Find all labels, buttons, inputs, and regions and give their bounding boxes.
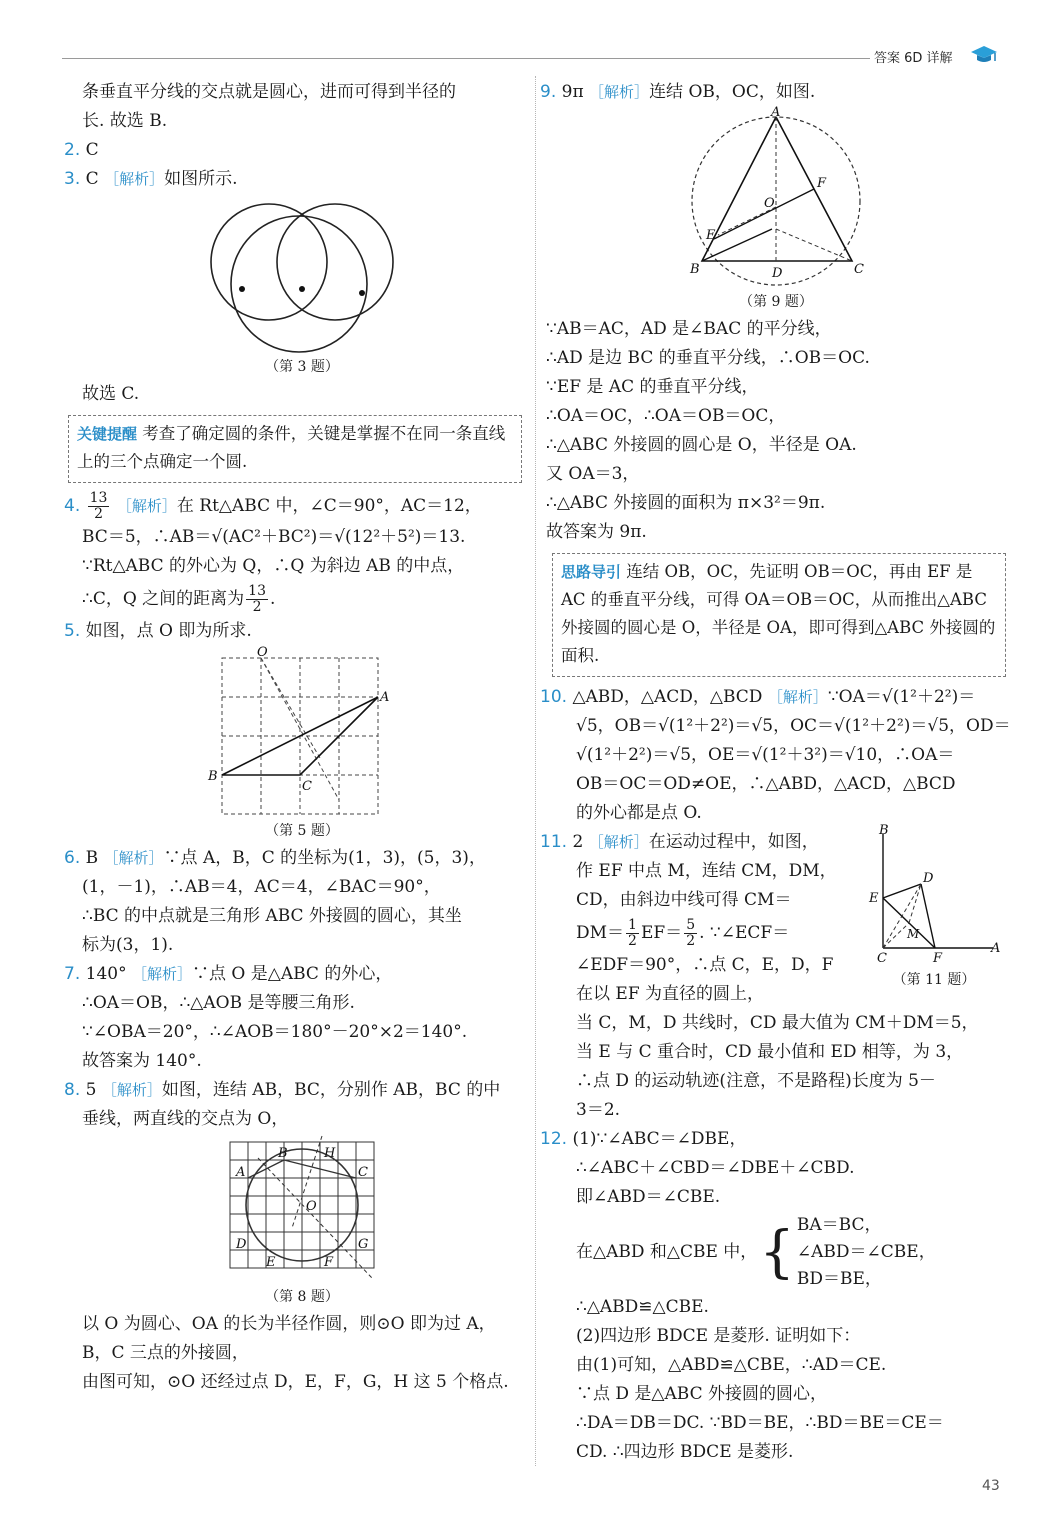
q5-number: 5. [64,621,81,641]
text-line: 条垂直平分线的交点就是圆心，进而可得到半径的 [82,82,456,102]
q2-number: 2. [64,140,81,160]
column-divider [535,76,536,1466]
text-line: 又 OA＝3， [546,464,640,484]
q10-number: 10. [540,687,568,707]
q3-answer [64,165,522,194]
text-line: 由(1)可知，△ABD≌△CBE，∴AD＝CE. [576,1355,887,1375]
svg-text:O: O [257,645,268,660]
text-line: 故答案为 140°. [82,1051,202,1071]
text-line: √5，OB＝√(1²＋2²)＝√5，OC＝√(1²＋2²)＝√5，OD＝ [576,716,1011,736]
text-line: (2)四边形 BDCE 是菱形. 证明如下： [576,1326,861,1346]
q9-figure [546,105,1006,311]
grid-diagram-q8 [222,1138,382,1286]
svg-text:A: A [991,941,1001,956]
q8-figure [82,1138,522,1306]
svg-text:D: D [923,871,934,886]
fraction: $\frac{5}{2}$ [686,917,696,949]
text-line: 标为(3，1). [82,935,174,955]
q7-line1: 7. 140° ［解析］∵点 O 是△ABC 的外心， [64,960,522,989]
q4-text: 在 Rt△ABC 中，∠C＝90°，AC＝12， [176,496,482,516]
analysis-tag: ［解析］ [103,849,164,867]
text-line: 垂线，两直线的交点为 O， [82,1109,289,1129]
text-line: 在△ABD 和△CBE 中， [576,1242,758,1262]
svg-text:D: D [772,266,783,281]
text-line: ∵点 D 是△ABC 外接圆的圆心， [576,1384,828,1404]
fraction: $\frac{13}{2}$ [248,583,266,615]
text-line: ∴OA＝OC，∴OA＝OB＝OC， [546,406,786,426]
svg-text:B: B [879,823,889,838]
text-line: 长. 故选 B. [82,111,168,131]
q7-number: 7. [64,964,81,984]
svg-text:C: C [854,262,864,277]
svg-text:F: F [817,176,827,191]
q11-figure [864,823,1004,989]
three-circles-diagram [207,198,397,356]
q5-line [64,617,522,646]
figure-caption: （第 3 题） [265,359,339,375]
tip-title: 关键提醒 [77,425,138,443]
svg-text:C: C [358,1165,368,1180]
svg-text:G: G [358,1237,369,1252]
analysis-tag: ［解析］ [767,688,828,706]
text-line: (1，－1)，∴AB＝4，AC＝4，∠BAC＝90°， [82,877,441,897]
text-line: 在以 EF 为直径的圆上， [576,984,765,1004]
analysis-tag: ［解析］ [588,833,649,851]
text-line: BC＝5，∴AB＝√(AC²＋BC²)＝√(12²＋5²)＝13. [82,527,466,547]
circumcircle-diagram-q9 [676,105,876,291]
text-line: CD. ∴四边形 BDCE 是菱形. [576,1442,794,1462]
q4-line4: ∴C，Q 之间的距离为 $\frac{13}{2}$ . [82,583,276,615]
q12-line1: 12. (1)∵∠ABC＝∠DBE， [540,1125,1006,1154]
svg-text:A: A [236,1165,246,1180]
text-line: ∵EF 是 AC 的垂直平分线， [546,377,759,397]
text-line: 的外心都是点 O. [576,803,702,823]
tip-text: 考查了确定圆的条件，关键是掌握不在同一条直线上的三个点确定一个圆. [77,424,506,471]
svg-text:C: C [302,779,312,794]
q3-ans: C [85,169,99,189]
q5-text: 如图，点 O 即为所求. [85,621,252,641]
text-line: OB＝OC＝OD≠OE，∴△ABD，△ACD，△BCD [576,774,956,794]
svg-text:A: A [771,105,781,120]
q5-figure [82,645,522,840]
analysis-tag: ［解析］ [589,83,650,101]
svg-text:M: M [907,927,920,941]
svg-text:B: B [690,262,700,277]
q2-text: C [85,140,99,160]
q11-line4: DM＝ $\frac{1}{2}$ EF＝ $\frac{5}{2}$ . ∵∠ECF＝ [576,917,790,949]
text-line: 以 O 为圆心、OA 的长为半径作圆，则⊙O 即为过 A， [82,1314,496,1334]
svg-text:B: B [208,769,218,784]
left-column [64,78,522,1397]
brace: { [759,1219,795,1285]
q6-number: 6. [64,848,81,868]
thinking-guide-box [552,553,1006,677]
svg-text:F: F [324,1255,334,1270]
text-line: ∴DA＝DB＝DC. ∵BD＝BE，∴BD＝BE＝CE＝ [576,1413,944,1433]
q4-answer-fraction: $\frac{13}{2}$ [89,490,108,522]
text-line: 当 E 与 C 重合时，CD 最小值和 ED 相等，为 3， [576,1042,964,1062]
figure-caption: （第 11 题） [892,972,976,988]
q4-line1 [64,489,522,523]
q8-number: 8. [64,1080,81,1100]
fraction: $\frac{1}{2}$ [628,917,637,949]
q8-line1: 8. 5 ［解析］如图，连结 AB，BC，分别作 AB，BC 的中 [64,1076,522,1105]
text-line: 故选 C. [82,384,140,404]
text-line: 作 EF 中点 M，连结 CM，DM， [576,861,837,881]
q9-line: 9. 9π ［解析］连结 OB，OC，如图. [540,78,1006,107]
key-tip-box [68,415,522,483]
text-line: ∴AD 是边 BC 的垂直平分线，∴OB＝OC. [546,348,870,368]
brace-conditions: BA＝BC， ∠ABD＝∠CBE， BD＝BE， [796,1215,936,1289]
svg-text:H: H [324,1146,336,1161]
text-line: B，C 三点的外接圆， [82,1343,249,1363]
figure-caption: （第 5 题） [265,823,339,839]
text-line: ∠EDF＝90°，∴点 C，E，D，F [576,955,834,975]
q10-line1: 10. △ABD，△ACD，△BCD ［解析］∵OA＝√(1²＋2²)＝ [540,683,1006,712]
svg-text:B: B [278,1146,288,1161]
q9-number: 9. [540,82,557,102]
text-line: √(1²＋2²)＝√5，OE＝√(1²＋3²)＝√10，∴OA＝ [576,745,955,765]
q12-brace-block [576,1212,1006,1293]
svg-text:D: D [236,1237,247,1252]
analysis-tag: ［解析］ [104,170,165,188]
svg-text:A: A [380,690,390,705]
text-line: ∴OA＝OB，∴△AOB 是等腰三角形. [82,993,355,1013]
svg-text:O: O [764,196,775,211]
text-line: 由图可知，⊙O 还经过点 D，E，F，G，H 这 5 个格点. [82,1372,509,1392]
text-line: 故答案为 9π. [546,522,647,542]
text-line: ∵AB＝AC，AD 是∠BAC 的平分线， [546,319,832,339]
text-line: ∴点 D 的运动轨迹(注意，不是路程)长度为 5－ [576,1071,936,1091]
svg-text:E: E [706,228,716,243]
analysis-tag: ［解析］ [132,965,193,983]
text-line: ∴∠ABC＋∠CBD＝∠DBE＋∠CBD. [576,1158,855,1178]
grid-diagram-q5 [202,645,402,820]
text-line: 3＝2. [576,1100,621,1120]
right-column [540,78,1011,1467]
text-line: 当 C，M，D 共线时，CD 最大值为 CM＋DM＝5， [576,1013,979,1033]
figure-caption: （第 9 题） [739,294,813,310]
text-line: ∵Rt△ABC 的外心为 Q，∴Q 为斜边 AB 的中点， [82,556,465,576]
text-line: ∴△ABD≌△CBE. [576,1297,709,1317]
svg-text:E: E [869,891,879,906]
analysis-tag: ［解析］ [116,497,177,515]
header-label: 答案 6D 详解 [874,51,953,66]
text-line: ∴△ABC 外接圆的面积为 π×3²＝9π. [546,493,826,513]
header-rule [62,58,870,59]
svg-text:E: E [266,1255,276,1270]
text-line: 即∠ABD＝∠CBE. [576,1187,721,1207]
q11-line1: 11. 2 ［解析］在运动过程中，如图， [540,828,1006,857]
svg-text:C: C [877,951,887,966]
q12-number: 12. [540,1129,568,1149]
q3-text: 如图所示. [164,169,238,189]
analysis-tag: ［解析］ [101,1081,162,1099]
text-line: ∴△ABC 外接圆的圆心是 O，半径是 OA. [546,435,857,455]
text-line: ∵∠OBA＝20°，∴∠AOB＝180°－20°×2＝140°. [82,1022,468,1042]
svg-text:F: F [933,951,943,966]
page-number: 43 [982,1478,1000,1494]
tip-title: 思路导引 [561,563,622,581]
graduation-cap-icon [970,44,998,66]
right-angle-diagram-q11 [869,823,1001,966]
q11-block [540,823,1006,1125]
text-line: CD，由斜边中线可得 CM＝ [576,890,792,910]
q3-number: 3. [64,169,81,189]
q6-line1: 6. B ［解析］∵点 A，B，C 的坐标为(1，3)，(5，3)， [64,844,522,873]
tip-text: 连结 OB，OC，先证明 OB＝OC，再由 EF 是 AC 的垂直平分线，可得 OA＝OB＝OC，从而推出△ABC 外接圆的圆心是 O，半径是 OA，即可得到△ABC 外接圆的面积. [561,562,996,665]
q3-figure [82,198,522,376]
q11-number: 11. [540,832,568,852]
svg-text:O: O [306,1199,317,1214]
text-line: ∴BC 的中点就是三角形 ABC 外接圆的圆心，其坐 [82,906,462,926]
q4-number: 4. [64,496,81,516]
q2-answer [64,136,522,165]
figure-caption: （第 8 题） [265,1289,339,1305]
